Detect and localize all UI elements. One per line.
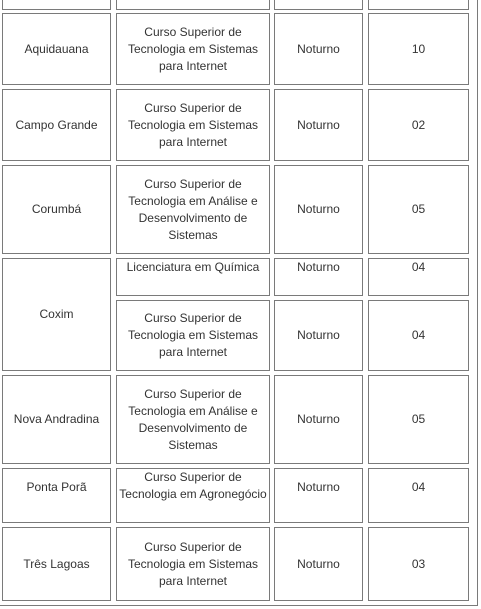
course-name: Curso Superior de Tecnologia em Sistemas para Internet [127, 100, 259, 149]
shift-value: Noturno [297, 480, 340, 494]
vacancies-value: 02 [411, 117, 426, 132]
vacancies-cell [368, 258, 469, 296]
course-cell [116, 527, 270, 601]
course-cell [116, 258, 270, 296]
shift-value: Noturno [297, 412, 340, 426]
course-cell [116, 375, 270, 464]
course-name: Curso Superior de Tecnologia em Análise e Desenvolvimento de Sistemas [128, 176, 258, 242]
course-cell [116, 468, 270, 523]
shift-value: Noturno [297, 202, 340, 216]
city-name: Aquidauana [24, 41, 89, 56]
course-name: Curso Superior de Tecnologia em Análise e Desenvolvimento de Sistemas [128, 386, 258, 452]
table-cell [116, 0, 270, 10]
vacancies-value: 10 [411, 41, 426, 56]
table-cell [2, 0, 111, 10]
city-cell [2, 375, 111, 464]
table-cell [274, 0, 363, 10]
vacancies-value: 04 [411, 260, 426, 274]
city-cell [2, 165, 111, 254]
course-name: Curso Superior de Tecnologia em Agronegócio [119, 470, 267, 501]
course-cell [116, 89, 270, 161]
shift-value: Noturno [297, 556, 340, 571]
vacancies-value: 04 [411, 480, 426, 494]
course-cell [116, 300, 270, 371]
shift-cell [274, 89, 363, 161]
shift-value: Noturno [297, 260, 340, 274]
shift-cell [274, 527, 363, 601]
shift-cell [274, 13, 363, 85]
shift-value: Noturno [297, 41, 340, 56]
city-cell [2, 13, 111, 85]
shift-cell [274, 165, 363, 254]
city-name: Ponta Porã [26, 480, 87, 494]
city-cell [2, 89, 111, 161]
vacancies-cell [368, 375, 469, 464]
shift-cell [274, 258, 363, 296]
city-name: Nova Andradina [13, 412, 100, 426]
shift-cell [274, 468, 363, 523]
course-name: Licenciatura em Química [126, 260, 260, 274]
city-cell [2, 527, 111, 601]
shift-cell [274, 375, 363, 464]
vacancies-cell [368, 468, 469, 523]
course-cell [116, 13, 270, 85]
vacancies-cell [368, 300, 469, 371]
vacancies-cell [368, 89, 469, 161]
course-name: Curso Superior de Tecnologia em Sistemas para Internet [127, 539, 259, 588]
vacancies-cell [368, 13, 469, 85]
city-name: Três Lagoas [23, 556, 90, 571]
vacancies-cell [368, 527, 469, 601]
shift-value: Noturno [297, 328, 340, 342]
city-cell [2, 468, 111, 523]
course-name: Curso Superior de Tecnologia em Sistemas para Internet [127, 24, 259, 73]
table-cell [368, 0, 469, 10]
vacancies-value: 04 [411, 328, 426, 342]
shift-value: Noturno [297, 117, 340, 132]
vacancies-value: 03 [411, 556, 426, 571]
vacancies-cell [368, 165, 469, 254]
vacancies-value: 05 [411, 202, 426, 216]
shift-cell [274, 300, 363, 371]
city-cell [2, 258, 111, 371]
city-name: Campo Grande [15, 117, 98, 132]
vacancies-value: 05 [411, 412, 426, 426]
course-cell [116, 165, 270, 254]
city-name: Corumbá [31, 202, 82, 216]
course-name: Curso Superior de Tecnologia em Sistemas para Internet [127, 311, 259, 359]
city-name: Coxim [39, 307, 74, 321]
